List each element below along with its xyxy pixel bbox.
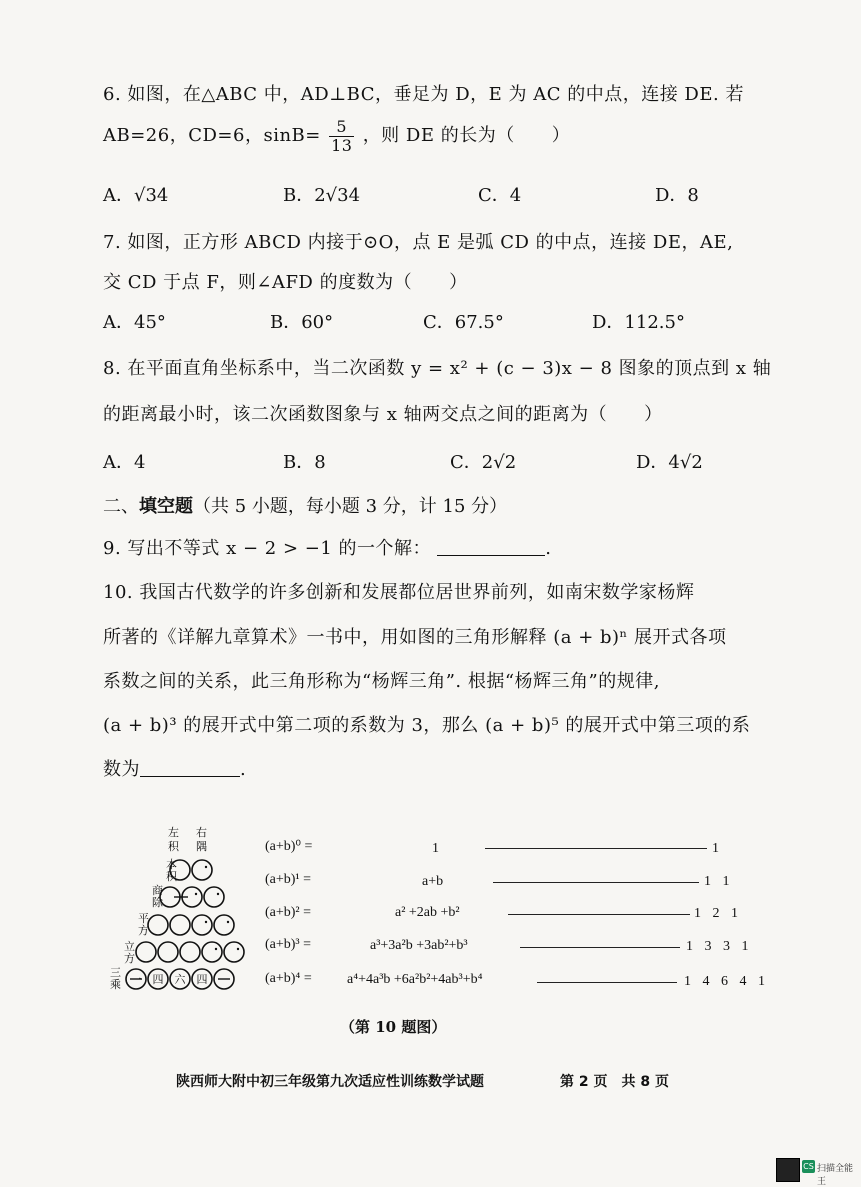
q7-line2: 交 CD 于点 F，则∠AFD 的度数为（ ） (103, 272, 468, 293)
q6-line2-pre: AB=26，CD=6，sinB= (103, 125, 321, 147)
row1-expansion: a+b (422, 874, 444, 889)
label-lifang: 立 (124, 940, 135, 953)
q7-option-a: A．45° (103, 312, 166, 333)
circle-text-3: 六 (174, 973, 186, 986)
row0-lhs: (a+b)⁰ = (265, 839, 313, 854)
q8-option-d: D．4√2 (636, 452, 703, 473)
scanner-badge-text: 扫描全能王 (817, 1164, 854, 1187)
row3-coef: 1 3 3 1 (686, 939, 753, 954)
q10-line5-pre: 数为 (103, 759, 140, 780)
footer-title: 陕西师大附中初三年级第九次适应性训练数学试题 (176, 1074, 484, 1090)
circle-text-4: 四 (196, 973, 208, 986)
svg-text:隅: 隅 (196, 840, 207, 853)
row1-coef: 1 1 (704, 874, 734, 889)
row2-rule (508, 914, 690, 915)
row4-rule (537, 982, 677, 983)
row2-lhs: (a+b)² = (265, 905, 312, 920)
row0-coef: 1 (712, 841, 723, 856)
q6-option-b: B．2√34 (283, 185, 361, 206)
q10-line3: 系数之间的关系，此三角形称为“杨辉三角”. 根据“杨辉三角”的规律, (103, 671, 660, 692)
label-pingfang: 平 (138, 912, 149, 925)
q6-option-c: C．4 (478, 185, 522, 206)
q8-option-b: B．8 (283, 452, 326, 473)
q9-text: 9. 写出不等式 x − 2 > −1 的一个解： (103, 538, 432, 559)
qr-code-icon (776, 1158, 800, 1182)
label-shangchu: 商 (152, 884, 163, 897)
section-2-bold: 填空题 (139, 496, 193, 517)
row0-rule (485, 848, 707, 849)
section-2-prefix: 二、 (103, 496, 139, 517)
q10-line2: 所著的《详解九章算术》一书中，用如图的三角形解释 (a + b)ⁿ 展开式各项 (103, 627, 727, 648)
q10-line5 (103, 755, 246, 781)
row4-expansion: a⁴+4a³b +6a²b²+4ab³+b⁴ (347, 972, 483, 987)
q8-line2: 的距离最小时，该二次函数图象与 x 轴两交点之间的距离为（ ） (103, 404, 663, 425)
q9-answer-blank[interactable] (437, 537, 545, 556)
label-sancheng: 三 (110, 966, 121, 979)
section-2-suffix: （共 5 小题，每小题 3 分，计 15 分） (193, 496, 508, 517)
q6-frac-num: 5 (329, 118, 354, 137)
scanner-logo-icon: CS (803, 1162, 814, 1171)
q6-line2 (103, 118, 570, 154)
q7-line1: 7. 如图，正方形 ABCD 内接于⊙O，点 E 是弧 CD 的中点，连接 DE，AE, (103, 232, 734, 253)
q7-option-b: B．60° (270, 312, 334, 333)
section-2-title (103, 492, 507, 518)
row3-lhs: (a+b)³ = (265, 937, 312, 952)
row3-expansion: a³+3a²b +3ab²+b³ (370, 938, 468, 953)
svg-text:方: 方 (124, 952, 135, 965)
q6-option-d: D．8 (655, 185, 699, 206)
svg-text:除: 除 (152, 896, 163, 909)
q9-end: . (545, 538, 552, 559)
yanghui-pyramid-figure (108, 822, 258, 998)
svg-text:积: 积 (166, 870, 177, 883)
label-zuoji: 左 (168, 826, 179, 839)
label-youyu: 右 (196, 826, 207, 839)
svg-text:积: 积 (168, 840, 179, 853)
row1-lhs: (a+b)¹ = (265, 872, 312, 887)
row2-coef: 1 2 1 (694, 906, 742, 921)
q6-line2-post: ，则 DE 的长为（ ） (362, 125, 571, 147)
q6-fraction (329, 118, 354, 154)
row2-expansion: a² +2ab +b² (395, 905, 460, 920)
q7-option-c: C．67.5° (423, 312, 504, 333)
q10-line1: 10. 我国古代数学的许多创新和发展都位居世界前列，如南宋数学家杨辉 (103, 582, 695, 603)
figure-caption: （第 10 题图） (340, 1018, 447, 1036)
row1-rule (493, 882, 699, 883)
q10-answer-blank[interactable] (140, 758, 240, 777)
q6-line1: 6. 如图，在△ABC 中，AD⊥BC，垂足为 D，E 为 AC 的中点，连接 DE. 若 (103, 84, 744, 105)
row3-rule (520, 947, 680, 948)
footer-page: 第 2 页 共 8 页 (560, 1074, 669, 1090)
q8-line1: 8. 在平面直角坐标系中，当二次函数 y = x² + (c − 3)x − 8 图象的顶点到 x 轴 (103, 358, 772, 379)
q8-option-a: A．4 (103, 452, 146, 473)
label-benji: 本 (166, 858, 177, 871)
q6-option-a: A．√34 (103, 185, 169, 206)
q8-option-c: C．2√2 (450, 452, 517, 473)
q10-line5-end: . (240, 759, 247, 780)
row0-expansion: 1 (432, 841, 439, 856)
svg-text:乘: 乘 (110, 978, 121, 991)
q7-option-d: D．112.5° (592, 312, 685, 333)
circle-text-1: 一 (130, 973, 142, 986)
row4-lhs: (a+b)⁴ = (265, 971, 312, 986)
circle-text-2: 四 (152, 973, 164, 986)
q9-line (103, 534, 552, 560)
q10-line4: (a + b)³ 的展开式中第二项的系数为 3，那么 (a + b)⁵ 的展开式中第三项的系 (103, 715, 751, 736)
q6-frac-den: 13 (331, 135, 353, 155)
svg-text:方: 方 (138, 924, 149, 937)
row4-coef: 1 4 6 4 1 (684, 974, 769, 989)
